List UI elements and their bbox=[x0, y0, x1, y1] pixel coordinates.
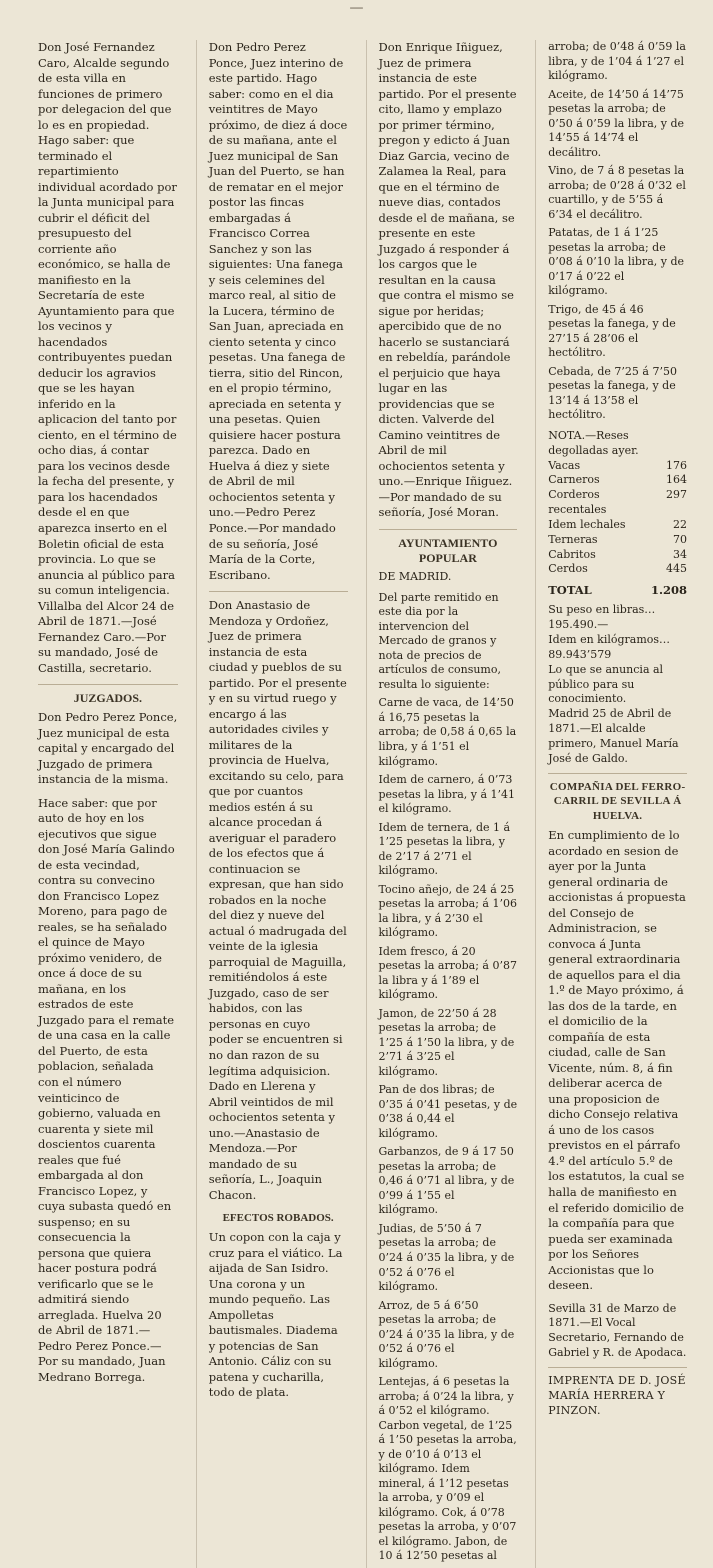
mid-notice-3: Un copon con la caja y cruz para el viático. La aijada de San Isidro. Una corona y un mundo pequeño. Las Ampolletas bautismales. Diadema y potencias de San Antonio. Cáliz con su patena y cucharilla, todo de plata. bbox=[208, 1230, 343, 1400]
top-price-list bbox=[548, 40, 687, 423]
column-middle-right bbox=[366, 40, 526, 1568]
reses-lechales-value: 22 bbox=[673, 517, 687, 531]
firma-sevilla: Sevilla 31 de Marzo de 1871.—El Vocal Secretario, Fernando de Gabriel y R. de Apodaca. bbox=[548, 1301, 687, 1360]
peso-libras: Su peso en libras… 195.490.— bbox=[548, 603, 656, 632]
column-left bbox=[26, 40, 186, 1568]
section-juzgados: JUZGADOS. bbox=[73, 691, 143, 706]
price-item-3: Idem de ternera, de 1 á 1’25 pesetas la libra, y de 2’17 á 2’71 el kilógramo. bbox=[378, 820, 511, 878]
reses-cerdos-value: 445 bbox=[666, 562, 687, 576]
imprenta: IMPRENTA DE D. JOSÉ MARÍA HERRERA Y PINZON. bbox=[548, 1373, 686, 1417]
left-notice-2: Don Pedro Perez Ponce, Juez municipal de esta capital y encargado del Juzgado de primera instancia de la misma. bbox=[38, 710, 178, 787]
price-item-0: Del parte remitido en este dia por la intervencion del Mercado de granos y nota de precios de artículos de consumo, resulta lo siguiente: bbox=[378, 590, 501, 691]
price-item-1: Carne de vaca, de 14’50 á 16,75 pesetas la arroba; de 0,58 á 0,65 la libra, y á 1’51 el kilógramo. bbox=[378, 696, 517, 768]
left-notice-3: Hace saber: que por auto de hoy en los ejecutivos que sigue don José María Galindo de esta vecindad, contra su convecino don Francisco Lopez Moreno, para pago de reales, se ha señalado el quince de Mayo próximo venidero, de once á doce de su mañana, en los estrados de este Juzgado para el remate de una casa en la calle del Puerto, de esta poblacion, señalada con el número veinticinco de gobierno, valuada en cuarenta y siete mil doscientos cuarenta reales que fué embargada al don Francisco Lopez, y cuya subasta quedó en suspenso; en su consecuencia la persona que quiera hacer postura podrá verificarlo que se le admitirá siendo arreglada. Huelva 20 de Abril de 1871.—Pedro Perez Ponce.—Por su mandado, Juan Medrano Borrega. bbox=[38, 795, 175, 1384]
divider-left-1 bbox=[38, 684, 178, 685]
anuncio-publico: Lo que se anuncia al público para su conocimiento. bbox=[548, 662, 664, 706]
divider-far-2 bbox=[548, 1367, 687, 1368]
mid-notice-2: Don Anastasio de Mendoza y Ordoñez, Juez de primera instancia de esta ciudad y pueblos de su partido. Por el presente y en su virtud ruego y encargo á las autoridades civiles y militares de la provincia de Huelva, excitando su celo, para que por cuantos medios estén á su alcance procedan á averiguar el paradero de los efectos que á continuacion se expresan, que han sido robados en la noche del diez y nueve del actual ó madrugada del veinte de la iglesia parroquial de Maguilla, remitiéndolos á este Juzgado, caso de ser habidos, con las personas en cuyo poder se encuentren si no dan razon de su legítima adquisicion. Dado en Llerena y Abril veintidos de mil ochocientos setenta y uno.—Anastasio de Mendoza.—Por mandado de su señoría, L., Joaquin Chacon. bbox=[208, 598, 347, 1202]
total-label: TOTAL bbox=[548, 583, 592, 598]
price-item-9: Judias, de 5’50 á 7 pesetas la arroba; de 0’24 á 0’35 la libra, y de 0’52 á 0’76 el kilógramo. bbox=[378, 1221, 515, 1294]
total-value: 1.208 bbox=[650, 583, 687, 598]
column-middle-left bbox=[196, 40, 356, 1568]
reses-vacas-value: 176 bbox=[666, 458, 687, 472]
top-price-3: Patatas, de 1 á 1’25 pesetas la arroba; de 0’08 á 0’10 la libra, y de 0’17 á 0’22 el kilógramo. bbox=[548, 226, 685, 298]
divider-right-1 bbox=[379, 529, 518, 530]
right-notice-1: Don Enrique Iñiguez, Juez de primera instancia de este partido. Por el presente cito, llamo y emplazo por primer término, pregon y edicto á Juan Diaz Garcia, vecino de Zalamea la Real, para que en el término de nueve dias, contados desde el de mañana, se presente en este Juzgado á responder á los cargos que le resultan en la causa que contra el mismo se sigue por heridas; apercibido que de no hacerlo se sustanciará en rebeldía, parándole el perjuicio que haya lugar en las providencias que se dicten. Valverde del Camino veintitres de Abril de mil ochocientos setenta y uno.—Enrique Iñiguez.—Por mandado de su señoría, José Moran. bbox=[378, 40, 517, 520]
reses-cerdos-label: Cerdos bbox=[548, 562, 588, 576]
divider-mid-1 bbox=[209, 591, 348, 592]
reses-corderos-label: Corderos recentales bbox=[548, 488, 607, 517]
reses-table bbox=[548, 459, 687, 578]
nota-title: NOTA.—Reses degolladas ayer. bbox=[548, 428, 639, 457]
price-item-8: Garbanzos, de 9 á 17 50 pesetas la arroba; de 0,46 á 0’71 al libra, y de 0’99 á 1’55 el kilógramo. bbox=[378, 1145, 515, 1217]
reses-terneras-label: Terneras bbox=[548, 532, 598, 546]
price-item-5: Idem fresco, á 20 pesetas la arroba; á 0’87 la libra y á 1’89 el kilógramo. bbox=[378, 944, 517, 1002]
price-list bbox=[379, 591, 518, 1564]
reses-vacas-label: Vacas bbox=[548, 458, 581, 472]
reses-cabritos-value: 34 bbox=[673, 547, 687, 561]
top-price-1: Aceite, de 14’50 á 14’75 pesetas la arroba; de 0’50 á 0’59 la libra, y de 14’55 á 14’74 el decálitro. bbox=[548, 87, 685, 159]
reses-lechales-label: Idem lechales bbox=[548, 517, 626, 531]
firma-madrid: Madrid 25 de Abril de 1871.—El alcalde primero, Manuel María José de Galdo. bbox=[548, 707, 679, 765]
top-price-2: Vino, de 7 á 8 pesetas la arroba; de 0’28 á 0’32 el cuartillo, y de 5’55 á 6’34 el decálitro. bbox=[548, 164, 686, 221]
de-madrid: DE MADRID. bbox=[378, 569, 452, 583]
reses-cabritos-label: Cabritos bbox=[548, 547, 596, 561]
top-price-4: Trigo, de 45 á 46 pesetas la fanega, y de 27’15 á 28’06 el hectólitro. bbox=[548, 302, 676, 360]
peso-kilos: Idem en kilógramos… 89.943’579 bbox=[548, 633, 671, 661]
column-right bbox=[535, 40, 695, 1568]
top-center-mark: — bbox=[349, 0, 364, 16]
price-item-2: Idem de carnero, á 0’73 pesetas la libra, y á 1’41 el kilógramo. bbox=[378, 773, 516, 816]
price-item-11: Lentejas, á 6 pesetas la arroba; á 0’24 la libra, y á 0’52 el kilógramo. Carbon vegetal, de 1’25 á 1’50 pesetas la arroba, y de 0’10 á 0’13 el kilógramo. Idem mineral, á 1’12 pesetas la arroba, y 0’09 el kilógramo. Cok, á 0’78 pesetas la arroba, y 0’07 el kilógramo. Jabon, de 10 á 12’50 pesetas al bbox=[378, 1375, 517, 1563]
compania-text: En cumplimiento de lo acordado en sesion de ayer por la Junta general ordinaria de accionistas á propuesta del Consejo de Administracion, se convoca á Junta general extraordinaria de aquellos para el dia 1.º de Mayo próximo, á las dos de la tarde, en el domicilio de la compañía de esta ciudad, calle de San Vicente, núm. 8, á fin deliberar acerca de una proposicion de dicho Consejo relativa á uno de los casos previstos en el párrafo 4.º del artículo 5.º de los estatutos, la cual se halla de manifiesto en el referido domicilio de la compañía para que pueda ser examinada por los Señores Accionistas que lo deseen. bbox=[548, 828, 686, 1293]
price-item-10: Arroz, de 5 á 6’50 pesetas la arroba; de 0’24 á 0’35 la libra, y de 0’52 á 0’76 el kilógramo. bbox=[378, 1298, 515, 1370]
reses-carneros-label: Carneros bbox=[548, 473, 600, 487]
reses-corderos-value: 297 bbox=[666, 488, 687, 502]
compania-title: COMPAÑIA DEL FERRO-CARRIL DE SEVILLA Á HUELVA. bbox=[549, 780, 686, 823]
reses-carneros-value: 164 bbox=[666, 473, 687, 487]
top-price-0: arroba; de 0’48 á 0’59 la libra, y de 1’04 á 1’27 el kilógramo. bbox=[548, 40, 686, 83]
price-item-7: Pan de dos libras; de 0’35 á 0’41 pesetas, y de 0’38 á 0,44 el kilógramo. bbox=[378, 1083, 518, 1140]
mid-notice-1: Don Pedro Perez Ponce, Juez interino de este partido. Hago saber: como en el dia veintitres de Mayo próximo, de diez á doce de su mañana, ante el Juez municipal de San Juan del Puerto, se han de rematar en el mejor postor las fincas embargadas á Francisco Correa Sanchez y son las siguientes: Una fanega y seis celemines del marco real, al sitio de la Lucera, término de San Juan, apreciada en ciento setenta y cinco pesetas. Una fanega de tierra, sitio del Rincon, en el propio término, apreciada en setenta y una pesetas. Quien quisiere hacer postura parezca. Dado en Huelva á diez y siete de Abril de mil ochocientos setenta y uno.—Pedro Perez Ponce.—Por mandado de su señoría, José María de la Corte, Escribano. bbox=[208, 40, 348, 582]
reses-terneras-value: 70 bbox=[673, 532, 687, 546]
efectos-robados-title: EFECTOS ROBADOS. bbox=[222, 1212, 334, 1225]
left-notice-1: Don José Fernandez Caro, Alcalde segundo de esta villa en funciones de primero por delegacion del que lo es en propiedad. Hago saber: que terminado el repartimiento individual acordado por la Junta municipal para cubrir el déficit del presupuesto del corriente año económico, se halla de manifiesto en la Secretaría de este Ayuntamiento para que los vecinos y hacendados contribuyentes puedan deducir los agravios que se les hayan inferido en la aplicacion del tanto por ciento, en el término de ocho dias, á contar para los vecinos desde la fecha del presente, y para los hacendados desde el en que aparezca inserto en el Boletin oficial de esta provincia. Lo que se anuncia al público para su comun inteligencia. Villalba del Alcor 24 de Abril de 1871.—José Fernandez Caro.—Por su mandado, José de Castilla, secretario. bbox=[38, 40, 177, 675]
price-item-6: Jamon, de 22’50 á 28 pesetas la arroba; de 1’25 á 1’50 la libra, y de 2’71 á 3’25 el kilógramo. bbox=[378, 1006, 515, 1078]
divider-far-1 bbox=[548, 773, 687, 774]
price-item-4: Tocino añejo, de 24 á 25 pesetas la arroba; á 1’06 la libra, y á 2’30 el kilógramo. bbox=[378, 882, 517, 940]
columns-grid bbox=[26, 40, 695, 1563]
ayuntamiento-title: AYUNTAMIENTO POPULAR bbox=[398, 535, 498, 565]
top-price-5: Cebada, de 7’25 á 7’50 pesetas la fanega, y de 13’14 á 13’58 el hectólitro. bbox=[548, 364, 677, 422]
total-row bbox=[548, 583, 687, 597]
